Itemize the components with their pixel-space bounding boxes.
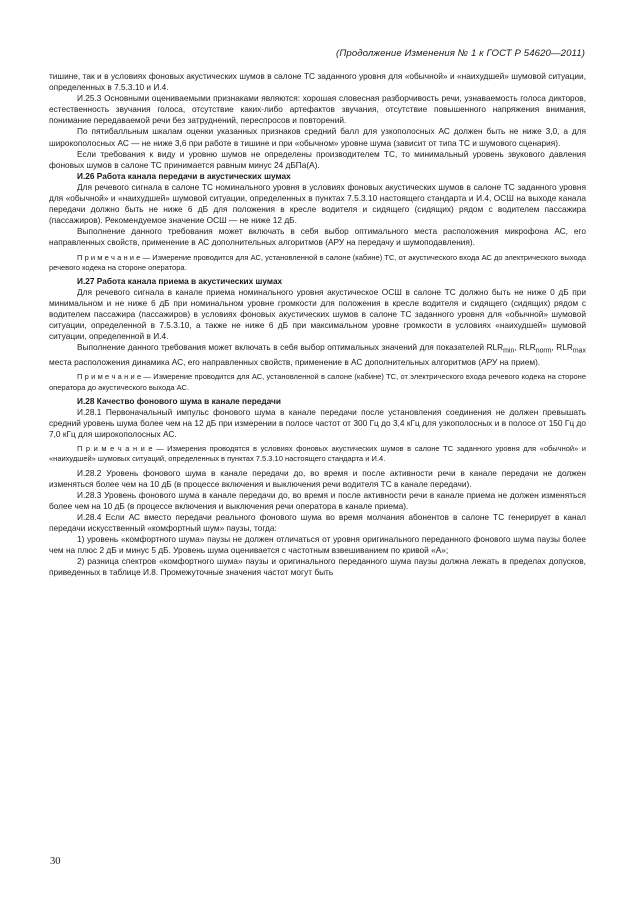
running-header: (Продолжение Изменения № 1 к ГОСТ Р 54620—2011) (336, 48, 585, 59)
list-item-1: 1) уровень «комфортного шума» паузы не должен отличаться от уровня оригинального переданного фонового шума паузы более чем на плюс 2 дБ и минус 5 дБ. Уровень шума оценивается с частотным взвешиванием по кривой «А»; (49, 534, 586, 556)
paragraph-i-26-fulfilment: Выполнение данного требования может включать в себя выбор оптимального места расположения микрофона АС, его направленных свойств, применение в АС дополнительных алгоритмов (АРУ на передачу и шумоподавления). (49, 226, 586, 248)
clause-i-28-2: И.28.2 Уровень фонового шума в канале передачи до, во время и после активности речи в канале передачи не должен изменяться более чем на 10 дБ (в процессе включения и выключения речи водителя ТС в канале передачи). (49, 467, 586, 489)
clause-i-28-3: И.28.3 Уровень фонового шума в канале передачи до, во время и после активности речи в канале приема не должен изменяться более чем на 10 дБ (в процессе включения и выключения речи оператора в канале приема). (49, 489, 586, 511)
paragraph-score-requirement: По пятибалльным шкалам оценки указанных признаков средний балл для узкополосных АС должен быть не ниже 3,0, а для широкополосных АС — не ниже 3,6 при работе в тишине и при «обычном» уровне шума (зависит от типа ТС и шумового сценария). (49, 126, 586, 148)
page-number: 30 (50, 856, 61, 867)
paragraph-continuation: тишине, так и в условиях фоновых акустических шумов в салоне ТС заданного уровня для «обычной» и «наихудшей» шумовой ситуации, определенных в 7.5.3.10 и И.4. (49, 71, 586, 93)
section-heading-i-26: И.26 Работа канала передачи в акустических шумах (77, 170, 291, 181)
clause-i-28-4: И.28.4 Если АС вместо передачи реального фонового шума во время молчания абонентов в салоне ТС генерирует в канал передачи искусственный «комфортный шум» паузы, тогда: (49, 511, 586, 533)
paragraph-i-27-rlr: Выполнение данного требования может включать в себя выбор оптимальных значений для показателей $RLR_{min}$, $RLR_{norm}$, $RLR_{max}$ места расположения динамика АС, его направленных свойств, применение в АС дополнительных алгоритмов (АРУ на прием). (49, 342, 586, 368)
clause-i-28-1: И.28.1 Первоначальный импульс фонового шума в канале передачи после установления соединения не должен превышать средний уровень шума более чем на 12 дБ при измерении в полосе частот от 300 Гц до 3,4 кГц для узкополосных и в полосе от 150 Гц до 7,0 кГц для широкополосных АС. (49, 406, 586, 439)
note-i-27: П р и м е ч а н и е — Измерение проводится для АС, установленной в салоне (кабине) ТС, от электрического входа речевого кодека на стороне оператора до акустического выхода АС. (49, 372, 586, 392)
paragraph-i-27-requirement: Для речевого сигнала в канале приема номинального уровня акустическое ОСШ в салоне ТС должно быть не ниже 0 дБ при минимальном и не ниже 6 дБ при номинальном уровне громкости для положения в кресле водителя и сидящего (сидящих) рядом с водителем пассажира (пассажиров) в условиях фоновых акустических шумов в салоне ТС заданного уровня для «обычной» шумовой ситуации, определенной в 7.5.3.10, а также не ниже 6 дБ при максимальном уровне громкости в условиях «наихудшей» шумовой ситуации, определенной в И.4. (49, 287, 586, 342)
document-body (49, 71, 586, 578)
rlr-text-start: Выполнение данного требования может включать в себя выбор оптимальных значений для показателей (77, 342, 487, 353)
note-i-26: П р и м е ч а н и е — Измерение проводится для АС, установленной в салоне (кабине) ТС, от акустического входа АС до электрического выхода речевого кодека на стороне оператора. (49, 252, 586, 272)
rlr-max: $RLR_{max}$ (556, 342, 586, 356)
section-heading-i-28: И.28 Качество фонового шума в канале передачи (77, 395, 281, 406)
section-heading-i-27: И.27 Работа канала приема в акустических шумах (77, 275, 283, 286)
rlr-text-end: места расположения динамика АС, его направленных свойств, применение в АС дополнительных алгоритмов (АРУ на прием). (49, 357, 541, 368)
note-i-28-1: П р и м е ч а н и е — Измерения проводятся в условиях фоновых акустических шумов в салоне ТС заданного уровня для «обычной» и «наихудшей» шумовых ситуаций, определенных в пунктах 7.5.3.10 настоящего стандарта и И.4. (49, 444, 586, 464)
paragraph-i-26-requirement: Для речевого сигнала в салоне ТС номинального уровня в условиях фоновых акустических шумов в салоне ТС заданного уровня для «обычной» и «наихудшей» шумовой ситуации, определенных в пунктах 7.5.3.10 настоящего стандарта и И.4, ОСШ на выходе канала передачи должно быть не ниже 6 дБ для положения в кресле водителя и сидящего (сидящих) рядом с водителем пассажира (пассажиров). Рекомендуемое значение ОСШ — не ниже 12 дБ. (49, 181, 586, 226)
paragraph-noise-level: Если требования к виду и уровню шумов не определены производителем ТС, то минимальный уровень звукового давления фоновых шумов в салоне ТС принимается равным минус 24 дБПа(А). (49, 148, 586, 170)
rlr-min: $RLR_{min}$ (486, 342, 515, 356)
clause-i-25-3: И.25.3 Основными оцениваемыми признаками являются: хорошая словесная разборчивость речи, узнаваемость голоса дикторов, естественность звучания голоса, отсутствие каких-либо артефактов звучания, отсутствие повышенного напряжения внимания, понимание передаваемой речи без затруднений, переспросов и повторений. (49, 93, 586, 126)
rlr-norm: $RLR_{norm}$ (519, 342, 552, 356)
list-item-2: 2) разница спектров «комфортного шума» паузы и оригинального переданного шума паузы должна лежать в пределах допусков, приведенных в таблице И.8. Промежуточные значения частот могут быть (49, 556, 586, 578)
